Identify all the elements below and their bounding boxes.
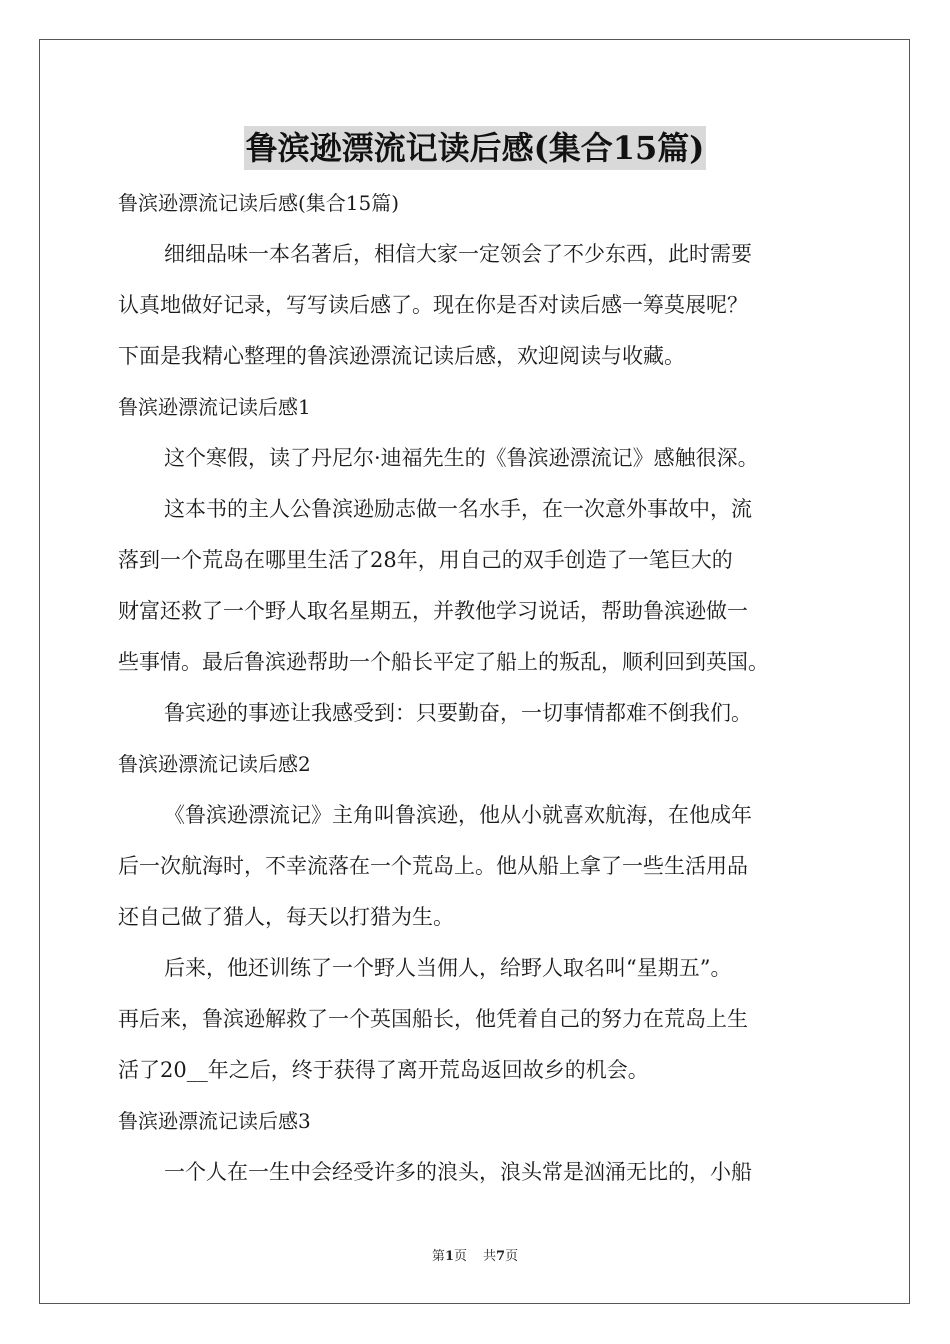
paragraph-line: 活了20__年之后，终于获得了离开荒岛返回故乡的机会。 [118, 1058, 649, 1082]
page-prefix: 第 [431, 1249, 445, 1264]
paragraph-line: 认真地做好记录，写写读后感了。现在你是否对读后感一筹莫展呢？ [118, 293, 748, 317]
section-heading-1: 鲁滨逊漂流记读后感1 [118, 395, 311, 419]
paragraph-line: 这个寒假，读了丹尼尔·迪福先生的《鲁滨逊漂流记》感触很深。 [164, 446, 759, 470]
paragraph-line: 后一次航海时，不幸流落在一个荒岛上。他从船上拿了一些生活用品 [118, 854, 748, 878]
paragraph-line: 再后来，鲁滨逊解救了一个英国船长，他凭着自己的努力在荒岛上生 [118, 1007, 748, 1031]
section-heading-2: 鲁滨逊漂流记读后感2 [118, 752, 311, 776]
paragraph-line: 后来，他还训练了一个野人当佣人，给野人取名叫“星期五”。 [164, 956, 732, 980]
page-unit: 页 [453, 1249, 467, 1264]
paragraph-line: 这本书的主人公鲁滨逊励志做一名水手，在一次意外事故中，流 [164, 497, 752, 521]
document-title: 鲁滨逊漂流记读后感(集合15篇) [244, 126, 707, 170]
paragraph-line: 《鲁滨逊漂流记》主角叫鲁滨逊，他从小就喜欢航海，在他成年 [164, 803, 752, 827]
paragraph-line: 落到一个荒岛在哪里生活了28年，用自己的双手创造了一笔巨大的 [118, 548, 733, 572]
paragraph-line: 一个人在一生中会经受许多的浪头，浪头常是汹涌无比的，小船 [164, 1160, 752, 1184]
paragraph-line: 细细品味一本名著后，相信大家一定领会了不少东西，此时需要 [164, 242, 752, 266]
document-body [118, 178, 850, 1198]
title-wrap [0, 126, 950, 170]
page-footer [0, 1245, 950, 1264]
total-prefix: 共 [483, 1249, 497, 1264]
document-subtitle: 鲁滨逊漂流记读后感(集合15篇) [118, 191, 400, 215]
paragraph-line: 些事情。最后鲁滨逊帮助一个船长平定了船上的叛乱，顺利回到英国。 [118, 650, 769, 674]
paragraph-line: 财富还救了一个野人取名星期五，并教他学习说话，帮助鲁滨逊做一 [118, 599, 748, 623]
paragraph-line: 还自己做了猎人，每天以打猎为生。 [118, 905, 454, 929]
paragraph-line: 下面是我精心整理的鲁滨逊漂流记读后感，欢迎阅读与收藏。 [118, 344, 685, 368]
paragraph-line: 鲁宾逊的事迹让我感受到：只要勤奋，一切事情都难不倒我们。 [164, 701, 752, 725]
current-page-number: 1 [444, 1249, 454, 1264]
total-page-number: 7 [496, 1249, 506, 1264]
total-unit: 页 [505, 1249, 519, 1264]
section-heading-3: 鲁滨逊漂流记读后感3 [118, 1109, 311, 1133]
